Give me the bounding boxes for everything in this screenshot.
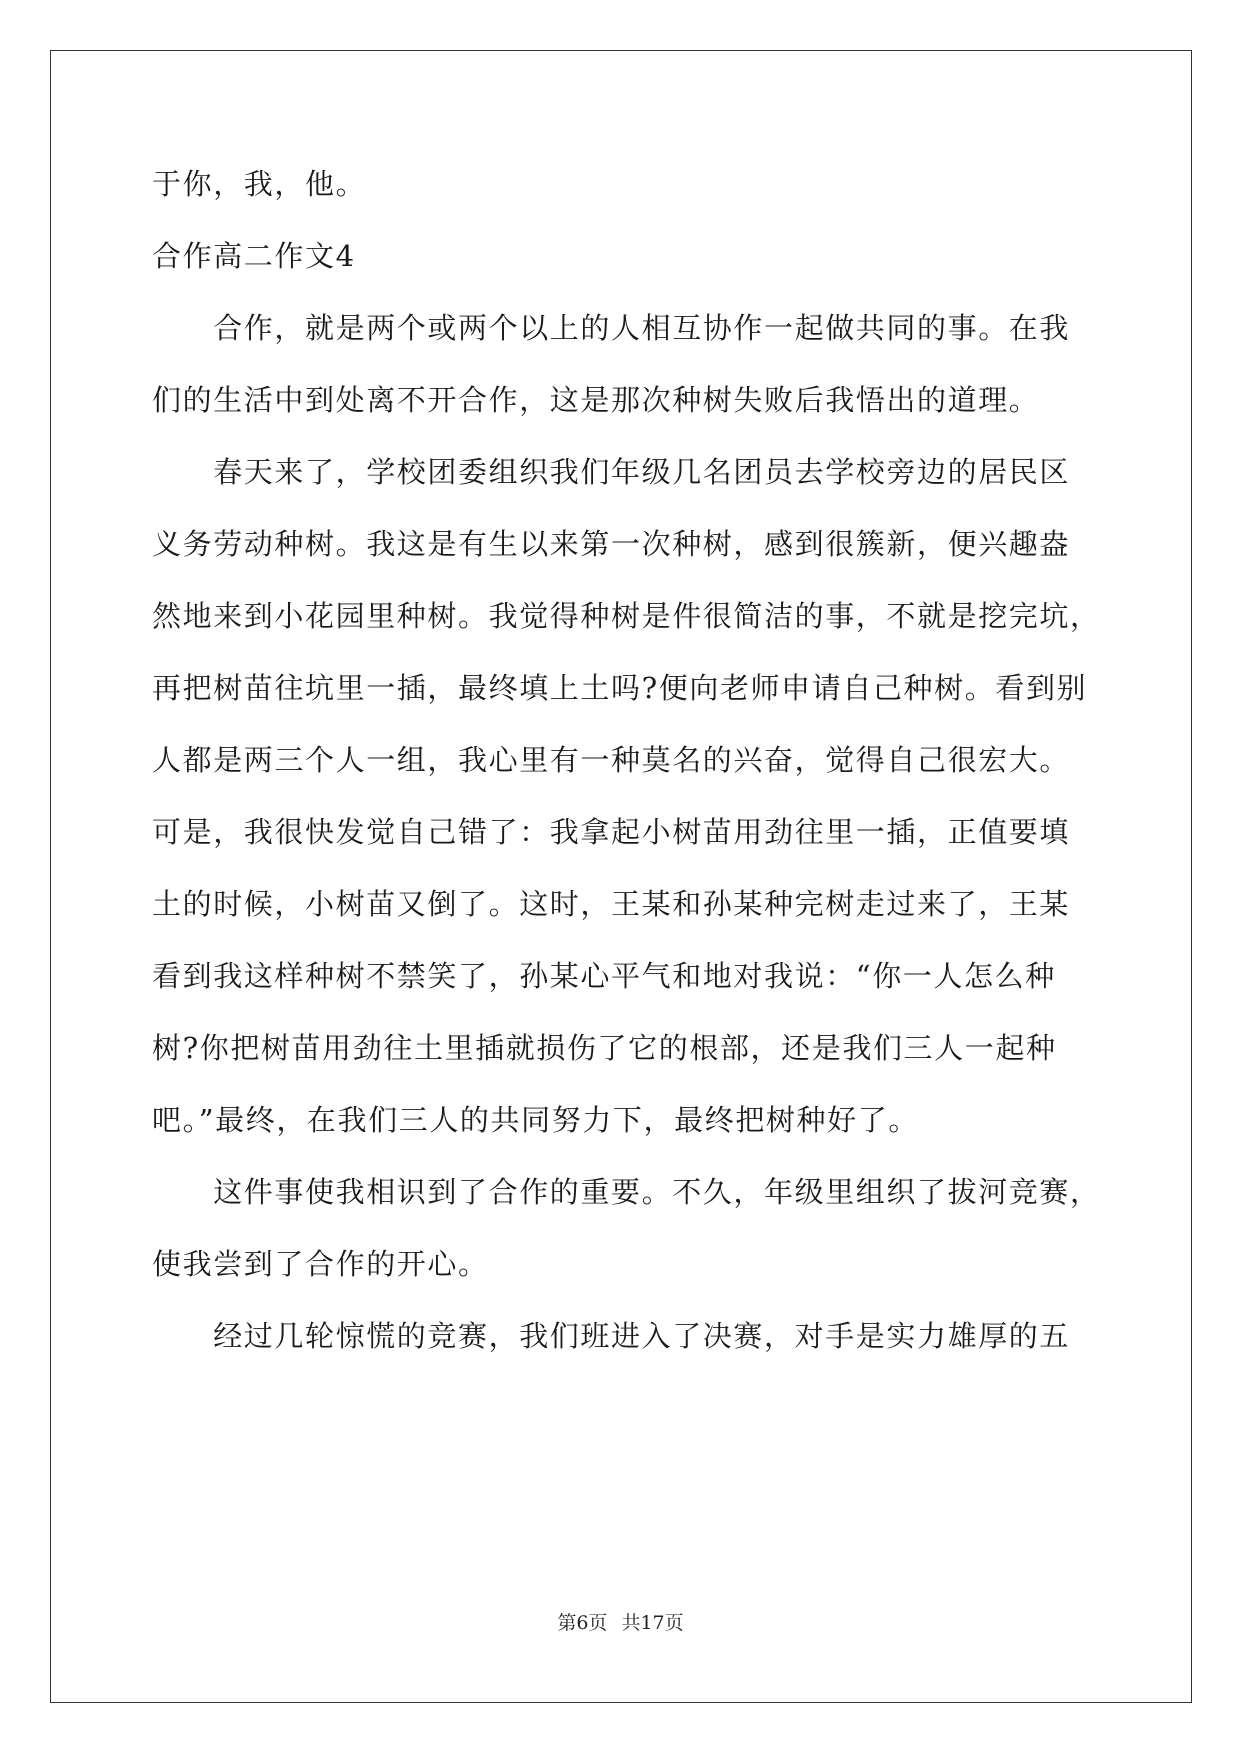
- text-line-8: 再把树苗往坑里一插，最终填上土吗?便向老师申请自己种树。看到别: [152, 671, 1088, 705]
- text-line-9: 人都是两三个人一组，我心里有一种莫名的兴奋，觉得自己很宏大。: [152, 743, 1071, 777]
- text-line-7: 然地来到小花园里种树。我觉得种树是件很简洁的事，不就是挖完坑，: [152, 599, 1101, 633]
- text-line-4: 们的生活中到处离不开合作，这是那次种树失败后我悟出的道理。: [152, 383, 1040, 417]
- page-number: 第6页: [557, 1612, 608, 1634]
- page-footer: [0, 1608, 1241, 1635]
- text-line-1: 于你，我，他。: [152, 167, 367, 201]
- text-line-12: 看到我这样种树不禁笑了，孙某心平气和地对我说：“你一人怎么种: [152, 959, 1056, 993]
- section-heading: 合作高二作文4: [152, 239, 356, 273]
- text-line-16: 使我尝到了合作的开心。: [152, 1247, 489, 1281]
- text-line-15: 这件事使我相识到了合作的重要。不久，年级里组织了拔河竞赛，: [152, 1175, 1101, 1209]
- text-line-10: 可是，我很快发觉自己错了：我拿起小树苗用劲往里一插，正值要填: [152, 815, 1071, 849]
- page-total: 共17页: [621, 1612, 684, 1634]
- text-line-17: 经过几轮惊慌的竞赛，我们班进入了决赛，对手是实力雄厚的五: [152, 1319, 1071, 1353]
- text-line-6: 义务劳动种树。我这是有生以来第一次种树，感到很簇新，便兴趣盎: [152, 527, 1071, 561]
- text-line-5: 春天来了，学校团委组织我们年级几名团员去学校旁边的居民区: [152, 455, 1071, 489]
- page-border: [50, 50, 1192, 1703]
- text-line-14: 吧。”最终，在我们三人的共同努力下，最终把树种好了。: [152, 1103, 919, 1137]
- text-line-13: 树?你把树苗用劲往土里插就损伤了它的根部，还是我们三人一起种: [152, 1031, 1057, 1065]
- text-line-11: 土的时候，小树苗又倒了。这时，王某和孙某种完树走过来了，王某: [152, 887, 1071, 921]
- text-line-3: 合作，就是两个或两个以上的人相互协作一起做共同的事。在我: [152, 311, 1071, 345]
